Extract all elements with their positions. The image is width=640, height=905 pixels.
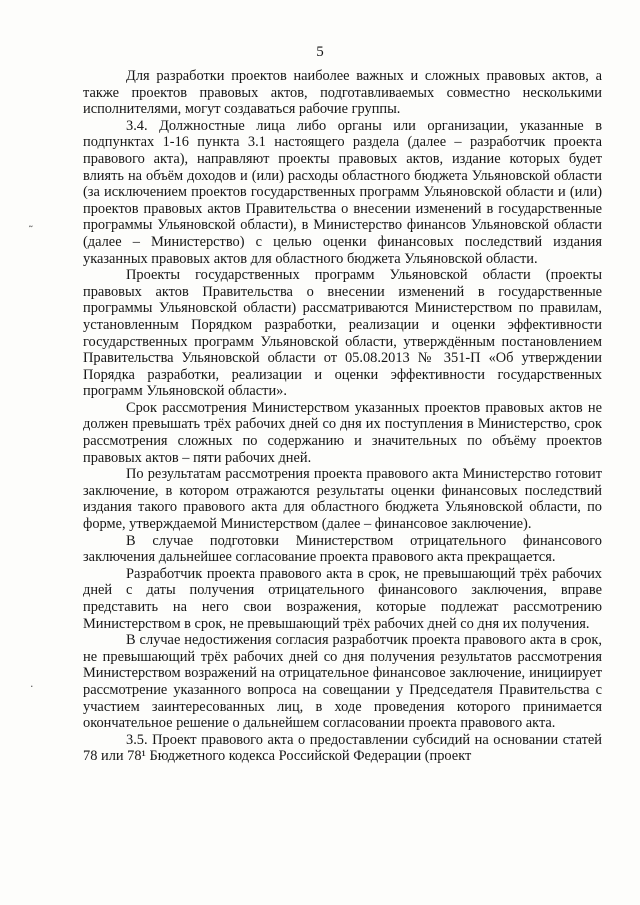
document-body bbox=[83, 68, 602, 765]
paragraph-financial-conclusion: По результатам рассмотрения проекта правового акта Министерство готовит заключение, в котором отражаются результаты оценки финансовых последствий издания такого правового акта для областного бюджета Ульяновской области, по форме, утверждаемой Министерством (далее – финансовое заключение). bbox=[83, 466, 602, 533]
page-number: 5 bbox=[316, 44, 324, 60]
paragraph-disagreement: В случае недостижения согласия разработчик проекта правового акта в срок, не превышающий трёх рабочих дней со дня получения результатов рассмотрения Министерством возражений на отрицательное финансовое заключение, инициирует рассмотрение указанного вопроса на совещании у Председателя Правительства с участием заинтересованных лиц, в ходе проведения которого принимается окончательное решение о дальнейшем согласовании проекта правового акта. bbox=[83, 632, 602, 732]
paragraph-3-5: 3.5. Проект правового акта о предоставлении субсидий на основании статей 78 или 78¹ Бюджетного кодекса Российской Федерации (проект bbox=[83, 731, 602, 765]
paragraph-state-programs: Проекты государственных программ Ульяновской области (проекты правовых актов Правительства о внесении изменений в государственные программы Ульяновской области) рассматриваются Министерством по правилам, установленным Порядком разработки, реализации и оценки эффективности государственных программ Ульяновской области, утверждённым постановлением Правительства Ульяновской области от 05.08.2013 № 351-П «Об утверждении Порядка разработки, реализации и оценки эффективности государственных программ Ульяновской области». bbox=[83, 267, 602, 400]
paragraph-working-groups: Для разработки проектов наиболее важных и сложных правовых актов, а также проектов правовых актов, подготавливаемых совместно несколькими исполнителями, могут создаваться рабочие группы. bbox=[83, 68, 602, 118]
paragraph-3-4: 3.4. Должностные лица либо органы или организации, указанные в подпунктах 1-16 пункта 3.1 настоящего раздела (далее – разработчик проекта правового акта), направляют проекты правовых актов, издание которых будет влиять на объём доходов и (или) расходы областного бюджета Ульяновской области (за исключением проектов государственных программ Ульяновской области и (или) проектов правовых актов Правительства о внесении изменений в государственные программы Ульяновской области), в Министерство финансов Ульяновской области (далее – Министерство) с целью оценки финансовых последствий издания указанных правовых актов для областного бюджета Ульяновской области. bbox=[83, 117, 602, 267]
scan-speck-mark: ˜ bbox=[28, 224, 34, 237]
paragraph-objections: Разработчик проекта правового акта в срок, не превышающий трёх рабочих дней с даты получения отрицательного финансового заключения, вправе представить на него свои возражения, которые подлежат рассмотрению Министерством в срок, не превышающий трёх рабочих дней со дня их получения. bbox=[83, 565, 602, 632]
paragraph-review-period: Срок рассмотрения Министерством указанных проектов правовых актов не должен превышать трёх рабочих дней со дня их поступления в Министерство, срок рассмотрения сложных по содержанию и значительных по объёму проектов правовых актов – пяти рабочих дней. bbox=[83, 399, 602, 466]
scan-speck-mark: · bbox=[30, 680, 34, 693]
paragraph-negative-conclusion: В случае подготовки Министерством отрицательного финансового заключения дальнейшее согласование проекта правового акта прекращается. bbox=[83, 532, 602, 566]
